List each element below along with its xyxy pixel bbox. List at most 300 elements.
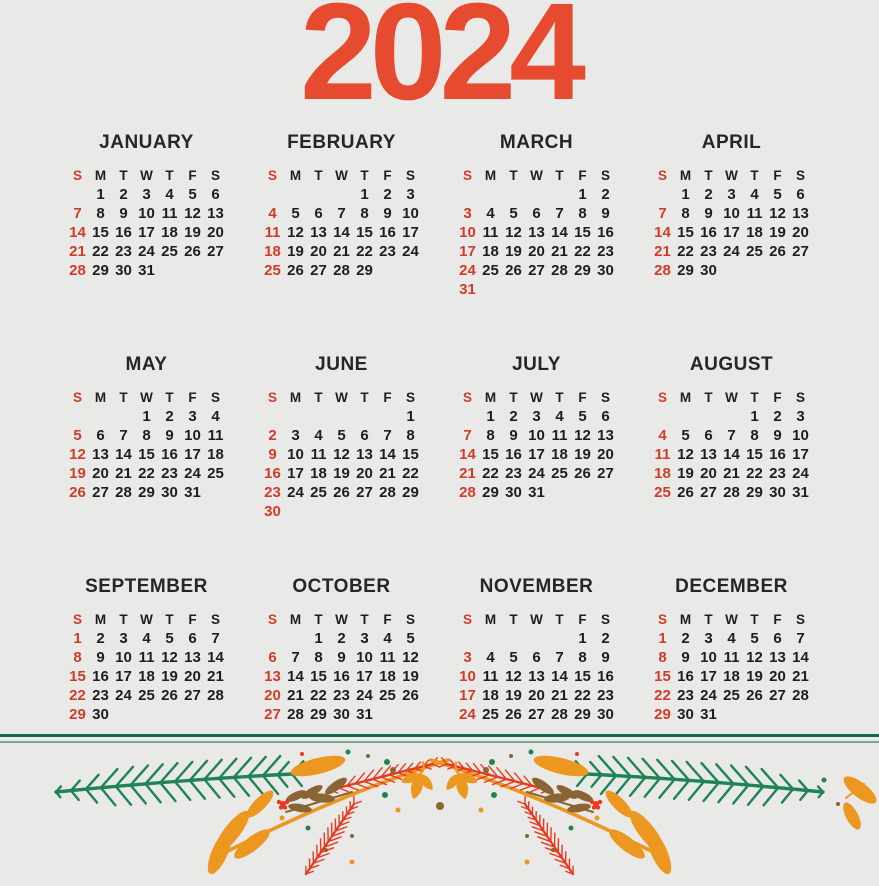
day-cell: 21: [379, 465, 396, 482]
day-cell: 6: [268, 649, 277, 666]
day-cell: 17: [459, 243, 476, 260]
day-cell: 30: [161, 484, 178, 501]
month-title: JULY: [512, 354, 561, 375]
day-cell: 25: [379, 687, 396, 704]
day-header: W: [530, 168, 543, 183]
month-title: DECEMBER: [675, 576, 788, 597]
day-header: T: [165, 612, 174, 627]
month-grid: [261, 610, 422, 724]
day-header: M: [679, 168, 692, 183]
day-header: W: [335, 390, 348, 405]
empty-cell: [766, 705, 789, 724]
day-cell: 21: [551, 243, 568, 260]
day-header: T: [750, 612, 759, 627]
day-header: S: [657, 612, 667, 627]
day-cell: 30: [769, 484, 786, 501]
day-header: M: [289, 390, 302, 405]
day-cell: 4: [211, 408, 220, 425]
foliage-left: [56, 750, 448, 878]
day-header: F: [188, 390, 197, 405]
day-header: T: [509, 390, 518, 405]
day-cell: 28: [654, 262, 671, 279]
day-cell: 30: [333, 706, 350, 723]
day-cell: 10: [184, 427, 201, 444]
day-cell: 18: [264, 243, 281, 260]
day-cell: 28: [379, 484, 396, 501]
day-cell: 11: [264, 224, 281, 241]
day-cell: 6: [601, 408, 610, 425]
day-cell: 25: [482, 706, 499, 723]
day-cell: 3: [406, 186, 415, 203]
day-cell: 28: [115, 484, 132, 501]
empty-cell: [181, 705, 204, 724]
day-header: M: [289, 168, 302, 183]
day-cell: 10: [459, 668, 476, 685]
day-cell: 18: [551, 446, 568, 463]
month-block: [256, 133, 427, 299]
day-cell: 17: [723, 224, 740, 241]
day-cell: 5: [337, 427, 346, 444]
day-cell: 4: [486, 205, 495, 222]
day-cell: 15: [402, 446, 419, 463]
empty-cell: [720, 705, 743, 724]
day-cell: 7: [555, 205, 564, 222]
day-cell: 14: [287, 668, 304, 685]
empty-cell: [158, 705, 181, 724]
day-cell: 16: [769, 446, 786, 463]
day-cell: 20: [356, 465, 373, 482]
empty-cell: [284, 185, 307, 204]
month-block: [256, 577, 427, 724]
day-header: T: [750, 390, 759, 405]
day-cell: 16: [700, 224, 717, 241]
day-cell: 3: [119, 630, 128, 647]
month-grid: [456, 388, 617, 502]
day-cell: 1: [360, 186, 369, 203]
day-header: T: [165, 168, 174, 183]
empty-cell: [261, 407, 284, 426]
day-cell: 5: [773, 186, 782, 203]
empty-cell: [479, 185, 502, 204]
day-cell: 18: [379, 668, 396, 685]
day-cell: 15: [654, 668, 671, 685]
day-header: S: [462, 168, 472, 183]
day-cell: 1: [658, 630, 667, 647]
day-cell: 8: [578, 205, 587, 222]
month-block: [61, 355, 232, 521]
day-cell: 16: [115, 224, 132, 241]
day-cell: 23: [333, 687, 350, 704]
day-cell: 24: [402, 243, 419, 260]
day-cell: 24: [138, 243, 155, 260]
day-cell: 6: [796, 186, 805, 203]
day-cell: 22: [69, 687, 86, 704]
day-header: T: [555, 390, 564, 405]
day-header: M: [484, 168, 497, 183]
day-cell: 11: [654, 446, 671, 463]
day-cell: 30: [677, 706, 694, 723]
day-cell: 5: [750, 630, 759, 647]
month-grid: [66, 166, 227, 280]
day-cell: 14: [69, 224, 86, 241]
day-cell: 13: [700, 446, 717, 463]
empty-cell: [307, 407, 330, 426]
day-cell: 26: [161, 687, 178, 704]
day-header: S: [267, 168, 277, 183]
day-header: T: [360, 390, 369, 405]
empty-cell: [479, 629, 502, 648]
day-cell: 29: [482, 484, 499, 501]
foliage-graphic: [0, 746, 879, 886]
day-header: W: [140, 168, 153, 183]
empty-cell: [204, 705, 227, 724]
day-cell: 11: [482, 668, 499, 685]
day-header: F: [188, 168, 197, 183]
day-cell: 31: [184, 484, 201, 501]
day-cell: 24: [459, 706, 476, 723]
empty-cell: [720, 261, 743, 280]
day-cell: 25: [310, 484, 327, 501]
day-cell: 22: [654, 687, 671, 704]
day-cell: 3: [142, 186, 151, 203]
day-header: S: [405, 612, 415, 627]
day-cell: 21: [792, 668, 809, 685]
day-cell: 1: [73, 630, 82, 647]
empty-cell: [456, 629, 479, 648]
day-cell: 28: [333, 262, 350, 279]
day-header: M: [94, 390, 107, 405]
day-header: T: [750, 168, 759, 183]
day-cell: 19: [677, 465, 694, 482]
day-cell: 26: [574, 465, 591, 482]
day-header: T: [704, 612, 713, 627]
day-cell: 16: [161, 446, 178, 463]
day-cell: 26: [677, 484, 694, 501]
month-block: [646, 577, 817, 724]
empty-cell: [112, 705, 135, 724]
day-header: F: [773, 168, 782, 183]
day-header: S: [72, 612, 82, 627]
day-cell: 31: [459, 281, 476, 298]
day-cell: 24: [700, 687, 717, 704]
day-cell: 21: [551, 687, 568, 704]
day-cell: 23: [379, 243, 396, 260]
day-cell: 24: [356, 687, 373, 704]
day-cell: 7: [383, 427, 392, 444]
year-title: 2024: [300, 0, 579, 129]
empty-cell: [330, 407, 353, 426]
empty-cell: [456, 407, 479, 426]
day-cell: 28: [207, 687, 224, 704]
day-cell: 23: [597, 687, 614, 704]
day-cell: 12: [769, 205, 786, 222]
day-header: T: [119, 612, 128, 627]
empty-cell: [284, 407, 307, 426]
day-cell: 15: [677, 224, 694, 241]
day-cell: 14: [115, 446, 132, 463]
day-cell: 12: [69, 446, 86, 463]
day-header: F: [383, 612, 392, 627]
day-cell: 15: [310, 668, 327, 685]
day-cell: 8: [406, 427, 415, 444]
day-cell: 22: [402, 465, 419, 482]
day-cell: 24: [287, 484, 304, 501]
day-cell: 25: [551, 465, 568, 482]
empty-cell: [66, 185, 89, 204]
day-cell: 3: [796, 408, 805, 425]
day-header: M: [484, 612, 497, 627]
day-header: S: [600, 390, 610, 405]
day-cell: 27: [792, 243, 809, 260]
empty-cell: [789, 705, 812, 724]
day-cell: 6: [704, 427, 713, 444]
day-cell: 26: [505, 706, 522, 723]
day-cell: 10: [287, 446, 304, 463]
day-cell: 20: [264, 687, 281, 704]
empty-cell: [502, 185, 525, 204]
month-grid: [261, 166, 422, 280]
day-cell: 9: [119, 205, 128, 222]
day-cell: 7: [119, 427, 128, 444]
day-cell: 12: [677, 446, 694, 463]
day-cell: 10: [700, 649, 717, 666]
day-cell: 11: [161, 205, 178, 222]
day-cell: 28: [792, 687, 809, 704]
day-cell: 27: [264, 706, 281, 723]
day-cell: 3: [463, 649, 472, 666]
empty-cell: [789, 261, 812, 280]
day-cell: 3: [532, 408, 541, 425]
day-cell: 21: [654, 243, 671, 260]
month-title: MARCH: [499, 132, 574, 153]
separator-line-light: [0, 741, 879, 743]
day-cell: 17: [792, 446, 809, 463]
day-cell: 29: [69, 706, 86, 723]
day-cell: 9: [383, 205, 392, 222]
day-cell: 20: [597, 446, 614, 463]
day-cell: 10: [115, 649, 132, 666]
empty-cell: [353, 407, 376, 426]
day-cell: 7: [337, 205, 346, 222]
day-header: T: [165, 390, 174, 405]
day-cell: 13: [769, 649, 786, 666]
day-cell: 23: [161, 465, 178, 482]
day-cell: 18: [482, 687, 499, 704]
day-header: W: [530, 390, 543, 405]
day-cell: 7: [796, 630, 805, 647]
day-cell: 19: [161, 668, 178, 685]
day-cell: 11: [138, 649, 155, 666]
foliage-right: [431, 750, 823, 878]
day-cell: 12: [574, 427, 591, 444]
day-cell: 1: [578, 630, 587, 647]
day-header: S: [795, 612, 805, 627]
day-cell: 4: [750, 186, 759, 203]
day-cell: 6: [360, 427, 369, 444]
day-cell: 29: [574, 706, 591, 723]
day-cell: 6: [773, 630, 782, 647]
day-cell: 20: [528, 687, 545, 704]
day-cell: 12: [184, 205, 201, 222]
month-title: MAY: [125, 354, 168, 375]
day-cell: 22: [482, 465, 499, 482]
day-cell: 27: [597, 465, 614, 482]
day-cell: 31: [700, 706, 717, 723]
day-cell: 19: [505, 687, 522, 704]
day-cell: 2: [704, 186, 713, 203]
day-cell: 11: [746, 205, 763, 222]
day-cell: 29: [92, 262, 109, 279]
day-cell: 25: [482, 262, 499, 279]
empty-cell: [766, 261, 789, 280]
day-cell: 17: [356, 668, 373, 685]
day-header: W: [725, 612, 738, 627]
month-title: FEBRUARY: [287, 132, 396, 153]
edge-orange-leaf: [822, 772, 879, 832]
day-cell: 13: [207, 205, 224, 222]
empty-cell: [284, 502, 307, 521]
day-cell: 16: [597, 224, 614, 241]
day-cell: 28: [287, 706, 304, 723]
day-cell: 10: [723, 205, 740, 222]
month-block: [256, 355, 427, 521]
day-cell: 4: [142, 630, 151, 647]
day-cell: 21: [459, 465, 476, 482]
day-header: T: [119, 390, 128, 405]
day-cell: 24: [723, 243, 740, 260]
day-cell: 18: [310, 465, 327, 482]
empty-cell: [548, 483, 571, 502]
empty-cell: [353, 502, 376, 521]
day-cell: 12: [287, 224, 304, 241]
day-cell: 2: [383, 186, 392, 203]
month-title: NOVEMBER: [479, 576, 594, 597]
day-cell: 24: [184, 465, 201, 482]
day-header: F: [578, 390, 587, 405]
empty-cell: [502, 280, 525, 299]
day-cell: 23: [264, 484, 281, 501]
day-cell: 30: [92, 706, 109, 723]
day-header: S: [72, 390, 82, 405]
day-cell: 14: [207, 649, 224, 666]
day-cell: 7: [73, 205, 82, 222]
day-header: W: [140, 390, 153, 405]
day-cell: 16: [597, 668, 614, 685]
empty-cell: [651, 185, 674, 204]
day-cell: 27: [700, 484, 717, 501]
day-cell: 27: [356, 484, 373, 501]
day-cell: 17: [459, 687, 476, 704]
day-cell: 25: [161, 243, 178, 260]
day-cell: 12: [402, 649, 419, 666]
day-cell: 8: [658, 649, 667, 666]
day-cell: 4: [727, 630, 736, 647]
separator-line-dark: [0, 734, 879, 737]
day-cell: 19: [287, 243, 304, 260]
day-cell: 28: [551, 706, 568, 723]
day-cell: 23: [597, 243, 614, 260]
day-header: S: [405, 390, 415, 405]
day-header: T: [555, 612, 564, 627]
day-header: S: [210, 612, 220, 627]
day-cell: 26: [402, 687, 419, 704]
empty-cell: [548, 629, 571, 648]
day-cell: 8: [96, 205, 105, 222]
day-cell: 19: [333, 465, 350, 482]
day-cell: 8: [360, 205, 369, 222]
day-cell: 15: [92, 224, 109, 241]
day-cell: 3: [360, 630, 369, 647]
day-cell: 14: [551, 224, 568, 241]
day-cell: 5: [578, 408, 587, 425]
day-cell: 9: [337, 649, 346, 666]
empty-cell: [525, 280, 548, 299]
day-cell: 7: [727, 427, 736, 444]
month-grid: [456, 610, 617, 724]
day-cell: 3: [704, 630, 713, 647]
day-cell: 11: [723, 649, 740, 666]
day-cell: 22: [310, 687, 327, 704]
day-cell: 26: [184, 243, 201, 260]
day-cell: 11: [551, 427, 568, 444]
day-header: T: [509, 168, 518, 183]
month-block: [61, 577, 232, 724]
day-cell: 20: [310, 243, 327, 260]
day-cell: 11: [310, 446, 327, 463]
empty-cell: [112, 407, 135, 426]
day-cell: 4: [555, 408, 564, 425]
empty-cell: [399, 261, 422, 280]
month-title: SEPTEMBER: [85, 576, 208, 597]
month-grid: [66, 388, 227, 502]
day-cell: 8: [142, 427, 151, 444]
day-cell: 13: [356, 446, 373, 463]
day-cell: 18: [723, 668, 740, 685]
day-cell: 4: [165, 186, 174, 203]
day-header: S: [600, 168, 610, 183]
day-cell: 2: [601, 186, 610, 203]
day-cell: 21: [723, 465, 740, 482]
day-cell: 10: [528, 427, 545, 444]
empty-cell: [743, 705, 766, 724]
day-cell: 6: [96, 427, 105, 444]
day-cell: 2: [96, 630, 105, 647]
month-block: [451, 577, 622, 724]
day-cell: 5: [509, 649, 518, 666]
day-cell: 7: [555, 649, 564, 666]
day-cell: 8: [314, 649, 323, 666]
day-header: M: [484, 390, 497, 405]
empty-cell: [674, 407, 697, 426]
day-cell: 5: [188, 186, 197, 203]
empty-cell: [376, 407, 399, 426]
empty-cell: [479, 280, 502, 299]
day-cell: 20: [528, 243, 545, 260]
day-header: F: [188, 612, 197, 627]
day-cell: 9: [96, 649, 105, 666]
day-header: T: [509, 612, 518, 627]
day-cell: 14: [723, 446, 740, 463]
months-grid: [61, 133, 817, 724]
day-cell: 7: [463, 427, 472, 444]
day-cell: 6: [188, 630, 197, 647]
day-header: S: [657, 390, 667, 405]
day-header: T: [314, 612, 323, 627]
day-cell: 5: [165, 630, 174, 647]
day-header: S: [267, 390, 277, 405]
day-cell: 22: [746, 465, 763, 482]
day-cell: 26: [769, 243, 786, 260]
